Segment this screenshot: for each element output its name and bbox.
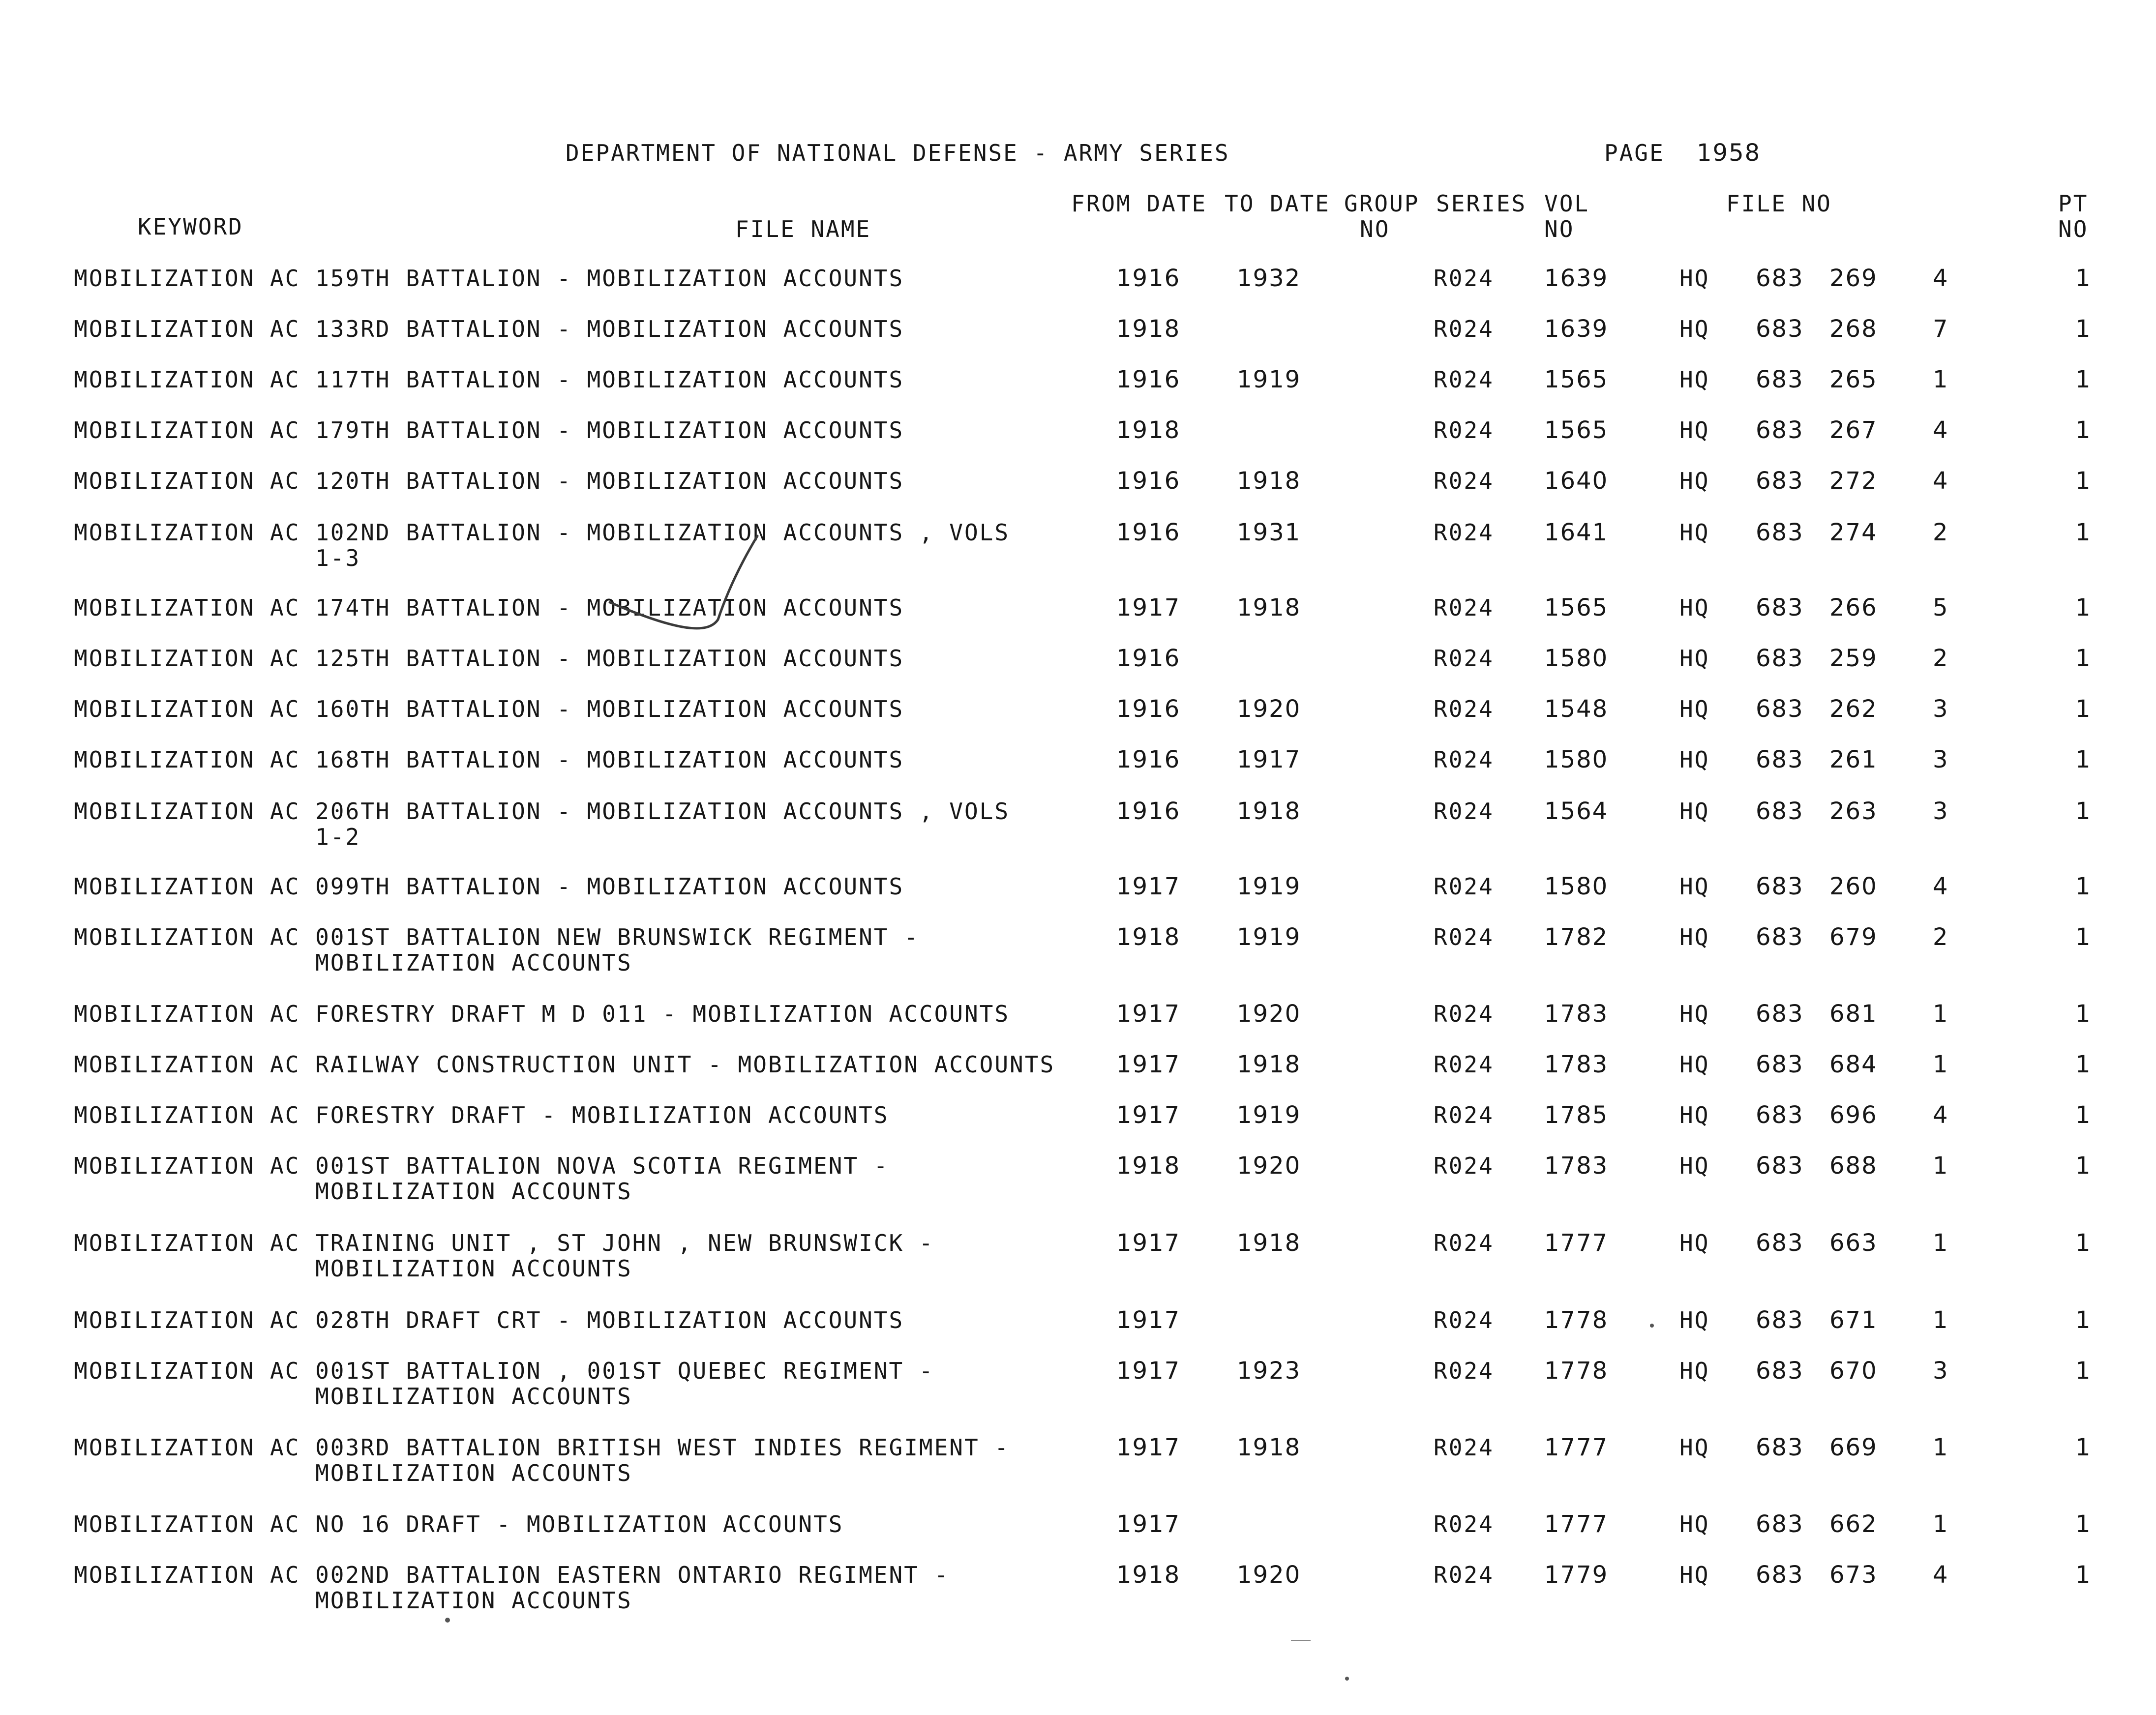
to-date-cell: 1918 [1237,594,1301,621]
table-row [0,1435,2156,1489]
file-no-part3: 1 [1933,1434,1949,1461]
vol-cell: 1783 [1544,1152,1609,1180]
vol-cell: 1778 [1544,1306,1609,1334]
file-name-cell: MOBILIZATION AC 160TH BATTALION - MOBILIZATION ACCOUNTS [74,696,904,722]
table-row [0,1001,2156,1055]
file-no-part3: 1 [1933,1051,1949,1078]
file-name-cell: MOBILIZATION AC 168TH BATTALION - MOBILIZATION ACCOUNTS [74,746,904,773]
pt-no-cell: 1 [2075,1306,2092,1334]
pt-no-cell: 1 [2075,366,2092,393]
table-row [0,874,2156,928]
from-date-cell: 1917 [1116,1306,1181,1334]
vol-cell: 1639 [1544,315,1609,343]
from-date-cell: 1917 [1116,594,1181,621]
file-name-cell: MOBILIZATION AC 028TH DRAFT CRT - MOBILIZATION ACCOUNTS [74,1307,904,1333]
from-date-cell: 1917 [1116,1434,1181,1461]
vol-cell: 1580 [1544,645,1609,672]
pt-no-cell: 1 [2075,315,2092,343]
page-label: PAGE [1604,140,1665,166]
to-date-cell: 1919 [1237,366,1301,393]
file-no-part3: 4 [1933,265,1949,292]
series-cell: R024 [1434,1153,1494,1179]
col-vol-no: NO [1544,216,1575,242]
file-no-part1: 683 [1756,873,1804,900]
table-row [0,595,2156,649]
from-date-cell: 1917 [1116,1510,1181,1538]
file-prefix-cell: HQ [1679,594,1710,621]
pt-no-cell: 1 [2075,594,2092,621]
file-no-part3: 1 [1933,1510,1949,1538]
file-prefix-cell: HQ [1679,468,1710,494]
vol-cell: 1580 [1544,873,1609,900]
vol-cell: 1639 [1544,265,1609,292]
series-cell: R024 [1434,1230,1494,1256]
report-title: DEPARTMENT OF NATIONAL DEFENSE - ARMY SERIES [566,140,1230,166]
file-no-part1: 683 [1756,1000,1804,1028]
vol-cell: 1783 [1544,1051,1609,1078]
file-no-part1: 683 [1756,1434,1804,1461]
file-prefix-cell: HQ [1679,316,1710,342]
series-cell: R024 [1434,1051,1494,1078]
file-no-part2: 662 [1829,1510,1878,1538]
file-prefix-cell: HQ [1679,519,1710,546]
from-date-cell: 1916 [1116,519,1181,546]
pt-no-cell: 1 [2075,265,2092,292]
file-name-cell: MOBILIZATION AC 159TH BATTALION - MOBILIZATION ACCOUNTS [74,265,904,292]
to-date-cell: 1919 [1237,923,1301,951]
file-no-part3: 3 [1933,746,1949,773]
file-name-cell: MOBILIZATION AC NO 16 DRAFT - MOBILIZATION ACCOUNTS [74,1511,844,1538]
to-date-cell: 1923 [1237,1357,1301,1385]
file-no-part1: 683 [1756,1306,1804,1334]
col-file-name: FILE NAME [735,216,871,242]
file-name-cell: MOBILIZATION AC RAILWAY CONSTRUCTION UNIT - MOBILIZATION ACCOUNTS [74,1051,1055,1078]
vol-cell: 1548 [1544,695,1609,723]
file-no-part2: 260 [1829,873,1878,900]
pt-no-cell: 1 [2075,798,2092,825]
col-vol: VOL [1544,190,1590,217]
file-prefix-cell: HQ [1679,417,1710,444]
file-name-cell: MOBILIZATION AC 003RD BATTALION BRITISH WEST INDIES REGIMENT - MOBILIZATION ACCOUNTS [74,1434,1010,1486]
vol-cell: 1778 [1544,1357,1609,1385]
file-prefix-cell: HQ [1679,696,1710,722]
file-prefix-cell: HQ [1679,265,1710,292]
series-cell: R024 [1434,1307,1494,1333]
to-date-cell: 1931 [1237,519,1301,546]
file-no-part1: 683 [1756,265,1804,292]
to-date-cell: 1918 [1237,798,1301,825]
from-date-cell: 1918 [1116,1561,1181,1589]
file-no-part1: 683 [1756,798,1804,825]
file-no-part2: 673 [1829,1561,1878,1589]
file-prefix-cell: HQ [1679,1434,1710,1461]
file-prefix-cell: HQ [1679,1051,1710,1078]
series-cell: R024 [1434,316,1494,342]
table-row [0,468,2156,522]
series-cell: R024 [1434,1511,1494,1538]
file-no-part3: 7 [1933,315,1949,343]
col-group-no: NO [1360,216,1390,242]
table-row [0,646,2156,700]
table-row [0,266,2156,320]
file-no-part3: 4 [1933,1101,1949,1129]
file-no-part3: 1 [1933,1152,1949,1180]
file-no-part2: 266 [1829,594,1878,621]
pt-no-cell: 1 [2075,1434,2092,1461]
pt-no-cell: 1 [2075,416,2092,444]
file-no-part2: 663 [1829,1229,1878,1257]
series-cell: R024 [1434,798,1494,825]
file-name-cell: MOBILIZATION AC FORESTRY DRAFT M D 011 - MOBILIZATION ACCOUNTS [74,1001,1010,1027]
file-no-part3: 2 [1933,923,1949,951]
file-no-part2: 262 [1829,695,1878,723]
file-no-part3: 4 [1933,873,1949,900]
col-keyword: KEYWORD [138,213,243,240]
file-prefix-cell: HQ [1679,1001,1710,1027]
from-date-cell: 1918 [1116,1152,1181,1180]
file-no-part2: 679 [1829,923,1878,951]
from-date-cell: 1916 [1116,645,1181,672]
from-date-cell: 1917 [1116,873,1181,900]
table-row [0,1307,2156,1361]
from-date-cell: 1916 [1116,265,1181,292]
table-row [0,520,2156,574]
vol-cell: 1785 [1544,1101,1609,1129]
to-date-cell: 1918 [1237,1229,1301,1257]
file-prefix-cell: HQ [1679,798,1710,825]
file-name-cell: MOBILIZATION AC 001ST BATTALION , 001ST QUEBEC REGIMENT - MOBILIZATION ACCOUNTS [74,1358,934,1410]
pt-no-cell: 1 [2075,923,2092,951]
vol-cell: 1565 [1544,594,1609,621]
file-no-part1: 683 [1756,519,1804,546]
series-cell: R024 [1434,1001,1494,1027]
to-date-cell: 1932 [1237,265,1301,292]
page-number: 1958 [1697,139,1761,167]
from-date-cell: 1918 [1116,923,1181,951]
from-date-cell: 1916 [1116,467,1181,495]
table-row [0,417,2156,472]
table-row [0,1052,2156,1106]
file-no-part2: 268 [1829,315,1878,343]
from-date-cell: 1916 [1116,746,1181,773]
pt-no-cell: 1 [2075,695,2092,723]
series-cell: R024 [1434,417,1494,444]
pt-no-cell: 1 [2075,519,2092,546]
file-prefix-cell: HQ [1679,746,1710,773]
from-date-cell: 1918 [1116,315,1181,343]
file-prefix-cell: HQ [1679,645,1710,672]
file-no-part2: 263 [1829,798,1878,825]
file-no-part3: 2 [1933,519,1949,546]
file-no-part2: 261 [1829,746,1878,773]
file-prefix-cell: HQ [1679,1307,1710,1333]
pt-no-cell: 1 [2075,1357,2092,1385]
to-date-cell: 1920 [1237,695,1301,723]
file-prefix-cell: HQ [1679,1562,1710,1588]
col-file-no: FILE NO [1726,190,1832,217]
file-no-part3: 5 [1933,594,1949,621]
file-no-part2: 681 [1829,1000,1878,1028]
from-date-cell: 1917 [1116,1357,1181,1385]
file-name-cell: MOBILIZATION AC 206TH BATTALION - MOBILIZATION ACCOUNTS , VOLS 1-2 [74,798,1010,850]
file-name-cell: MOBILIZATION AC 117TH BATTALION - MOBILIZATION ACCOUNTS [74,366,904,393]
series-cell: R024 [1434,1102,1494,1128]
file-no-part2: 272 [1829,467,1878,495]
table-row [0,696,2156,750]
series-cell: R024 [1434,696,1494,722]
file-no-part2: 670 [1829,1357,1878,1385]
file-name-cell: MOBILIZATION AC 001ST BATTALION NOVA SCOTIA REGIMENT - MOBILIZATION ACCOUNTS [74,1153,889,1205]
table-row [0,1358,2156,1412]
file-no-part3: 3 [1933,798,1949,825]
table-row [0,1102,2156,1156]
file-no-part3: 2 [1933,645,1949,672]
series-cell: R024 [1434,924,1494,950]
col-to-date: TO DATE [1225,190,1330,217]
col-series: SERIES [1436,190,1527,217]
to-date-cell: 1918 [1237,467,1301,495]
file-no-part1: 683 [1756,695,1804,723]
col-pt-no: NO [2058,216,2089,242]
file-no-part1: 683 [1756,594,1804,621]
file-no-part1: 683 [1756,1229,1804,1257]
file-no-part1: 683 [1756,1152,1804,1180]
series-cell: R024 [1434,1562,1494,1588]
file-no-part2: 696 [1829,1101,1878,1129]
file-no-part1: 683 [1756,315,1804,343]
table-row [0,367,2156,421]
vol-cell: 1777 [1544,1510,1609,1538]
file-name-cell: MOBILIZATION AC 179TH BATTALION - MOBILIZATION ACCOUNTS [74,417,904,444]
vol-cell: 1564 [1544,798,1609,825]
file-no-part1: 683 [1756,416,1804,444]
file-no-part1: 683 [1756,1101,1804,1129]
series-cell: R024 [1434,1434,1494,1461]
to-date-cell: 1919 [1237,1101,1301,1129]
file-no-part1: 683 [1756,746,1804,773]
series-cell: R024 [1434,873,1494,900]
pt-no-cell: 1 [2075,1510,2092,1538]
file-name-cell: MOBILIZATION AC 125TH BATTALION - MOBILIZATION ACCOUNTS [74,645,904,672]
pt-no-cell: 1 [2075,1101,2092,1129]
table-row [0,798,2156,853]
file-no-part3: 1 [1933,1000,1949,1028]
file-no-part2: 684 [1829,1051,1878,1078]
file-no-part2: 669 [1829,1434,1878,1461]
pt-no-cell: 1 [2075,1152,2092,1180]
to-date-cell: 1918 [1237,1051,1301,1078]
pt-no-cell: 1 [2075,1000,2092,1028]
series-cell: R024 [1434,594,1494,621]
file-no-part2: 671 [1829,1306,1878,1334]
pt-no-cell: 1 [2075,746,2092,773]
file-name-cell: MOBILIZATION AC 102ND BATTALION - MOBILIZATION ACCOUNTS , VOLS 1-3 [74,519,1010,571]
file-no-part3: 4 [1933,416,1949,444]
table-row [0,747,2156,801]
file-prefix-cell: HQ [1679,366,1710,393]
file-prefix-cell: HQ [1679,1358,1710,1384]
to-date-cell: 1920 [1237,1000,1301,1028]
file-name-cell: MOBILIZATION AC 133RD BATTALION - MOBILIZATION ACCOUNTS [74,316,904,342]
file-no-part2: 269 [1829,265,1878,292]
table-row [0,1230,2156,1284]
vol-cell: 1640 [1544,467,1609,495]
pt-no-cell: 1 [2075,1229,2092,1257]
file-name-cell: MOBILIZATION AC 002ND BATTALION EASTERN ONTARIO REGIMENT - MOBILIZATION ACCOUNTS [74,1562,950,1614]
vol-cell: 1777 [1544,1434,1609,1461]
col-group: GROUP [1344,190,1420,217]
file-prefix-cell: HQ [1679,873,1710,900]
file-name-cell: MOBILIZATION AC 001ST BATTALION NEW BRUNSWICK REGIMENT - MOBILIZATION ACCOUNTS [74,924,919,976]
col-pt: PT [2058,190,2089,217]
file-no-part3: 1 [1933,1229,1949,1257]
file-name-cell: MOBILIZATION AC 099TH BATTALION - MOBILIZATION ACCOUNTS [74,873,904,900]
file-name-cell: MOBILIZATION AC 174TH BATTALION - MOBILIZATION ACCOUNTS [74,594,904,621]
file-no-part3: 1 [1933,1306,1949,1334]
scan-speck [1650,1324,1654,1328]
to-date-cell: 1920 [1237,1561,1301,1589]
from-date-cell: 1916 [1116,695,1181,723]
table-row [0,1153,2156,1207]
file-no-part2: 259 [1829,645,1878,672]
file-no-part1: 683 [1756,366,1804,393]
from-date-cell: 1917 [1116,1000,1181,1028]
to-date-cell: 1920 [1237,1152,1301,1180]
series-cell: R024 [1434,645,1494,672]
file-prefix-cell: HQ [1679,924,1710,950]
scan-speck [1291,1640,1311,1641]
file-name-cell: MOBILIZATION AC 120TH BATTALION - MOBILIZATION ACCOUNTS [74,468,904,494]
file-name-cell: MOBILIZATION AC TRAINING UNIT , ST JOHN , NEW BRUNSWICK - MOBILIZATION ACCOUNTS [74,1230,934,1282]
vol-cell: 1580 [1544,746,1609,773]
series-cell: R024 [1434,1358,1494,1384]
file-no-part3: 3 [1933,695,1949,723]
file-no-part1: 683 [1756,1561,1804,1589]
from-date-cell: 1918 [1116,416,1181,444]
file-prefix-cell: HQ [1679,1153,1710,1179]
file-no-part1: 683 [1756,1051,1804,1078]
file-no-part2: 265 [1829,366,1878,393]
file-no-part2: 274 [1829,519,1878,546]
vol-cell: 1783 [1544,1000,1609,1028]
vol-cell: 1779 [1544,1561,1609,1589]
file-no-part1: 683 [1756,1510,1804,1538]
series-cell: R024 [1434,468,1494,494]
table-row [0,1511,2156,1566]
file-no-part3: 4 [1933,1561,1949,1589]
series-cell: R024 [1434,746,1494,773]
series-cell: R024 [1434,519,1494,546]
file-no-part1: 683 [1756,1357,1804,1385]
vol-cell: 1565 [1544,416,1609,444]
vol-cell: 1782 [1544,923,1609,951]
file-prefix-cell: HQ [1679,1511,1710,1538]
file-no-part1: 683 [1756,645,1804,672]
from-date-cell: 1916 [1116,366,1181,393]
pt-no-cell: 1 [2075,467,2092,495]
vol-cell: 1641 [1544,519,1609,546]
pt-no-cell: 1 [2075,1051,2092,1078]
table-row [0,316,2156,370]
file-no-part2: 267 [1829,416,1878,444]
scan-speck [445,1618,450,1623]
file-prefix-cell: HQ [1679,1102,1710,1128]
pt-no-cell: 1 [2075,645,2092,672]
file-no-part1: 683 [1756,467,1804,495]
scan-speck [1345,1677,1349,1681]
to-date-cell: 1918 [1237,1434,1301,1461]
series-cell: R024 [1434,265,1494,292]
vol-cell: 1565 [1544,366,1609,393]
series-cell: R024 [1434,366,1494,393]
from-date-cell: 1917 [1116,1229,1181,1257]
file-no-part3: 3 [1933,1357,1949,1385]
col-from-date: FROM DATE [1071,190,1207,217]
file-name-cell: MOBILIZATION AC FORESTRY DRAFT - MOBILIZATION ACCOUNTS [74,1102,889,1128]
table-row [0,1562,2156,1616]
file-no-part3: 4 [1933,467,1949,495]
from-date-cell: 1917 [1116,1101,1181,1129]
file-prefix-cell: HQ [1679,1230,1710,1256]
pt-no-cell: 1 [2075,873,2092,900]
pt-no-cell: 1 [2075,1561,2092,1589]
from-date-cell: 1916 [1116,798,1181,825]
table-row [0,924,2156,978]
vol-cell: 1777 [1544,1229,1609,1257]
to-date-cell: 1917 [1237,746,1301,773]
file-no-part3: 1 [1933,366,1949,393]
file-no-part1: 683 [1756,923,1804,951]
from-date-cell: 1917 [1116,1051,1181,1078]
file-no-part2: 688 [1829,1152,1878,1180]
to-date-cell: 1919 [1237,873,1301,900]
